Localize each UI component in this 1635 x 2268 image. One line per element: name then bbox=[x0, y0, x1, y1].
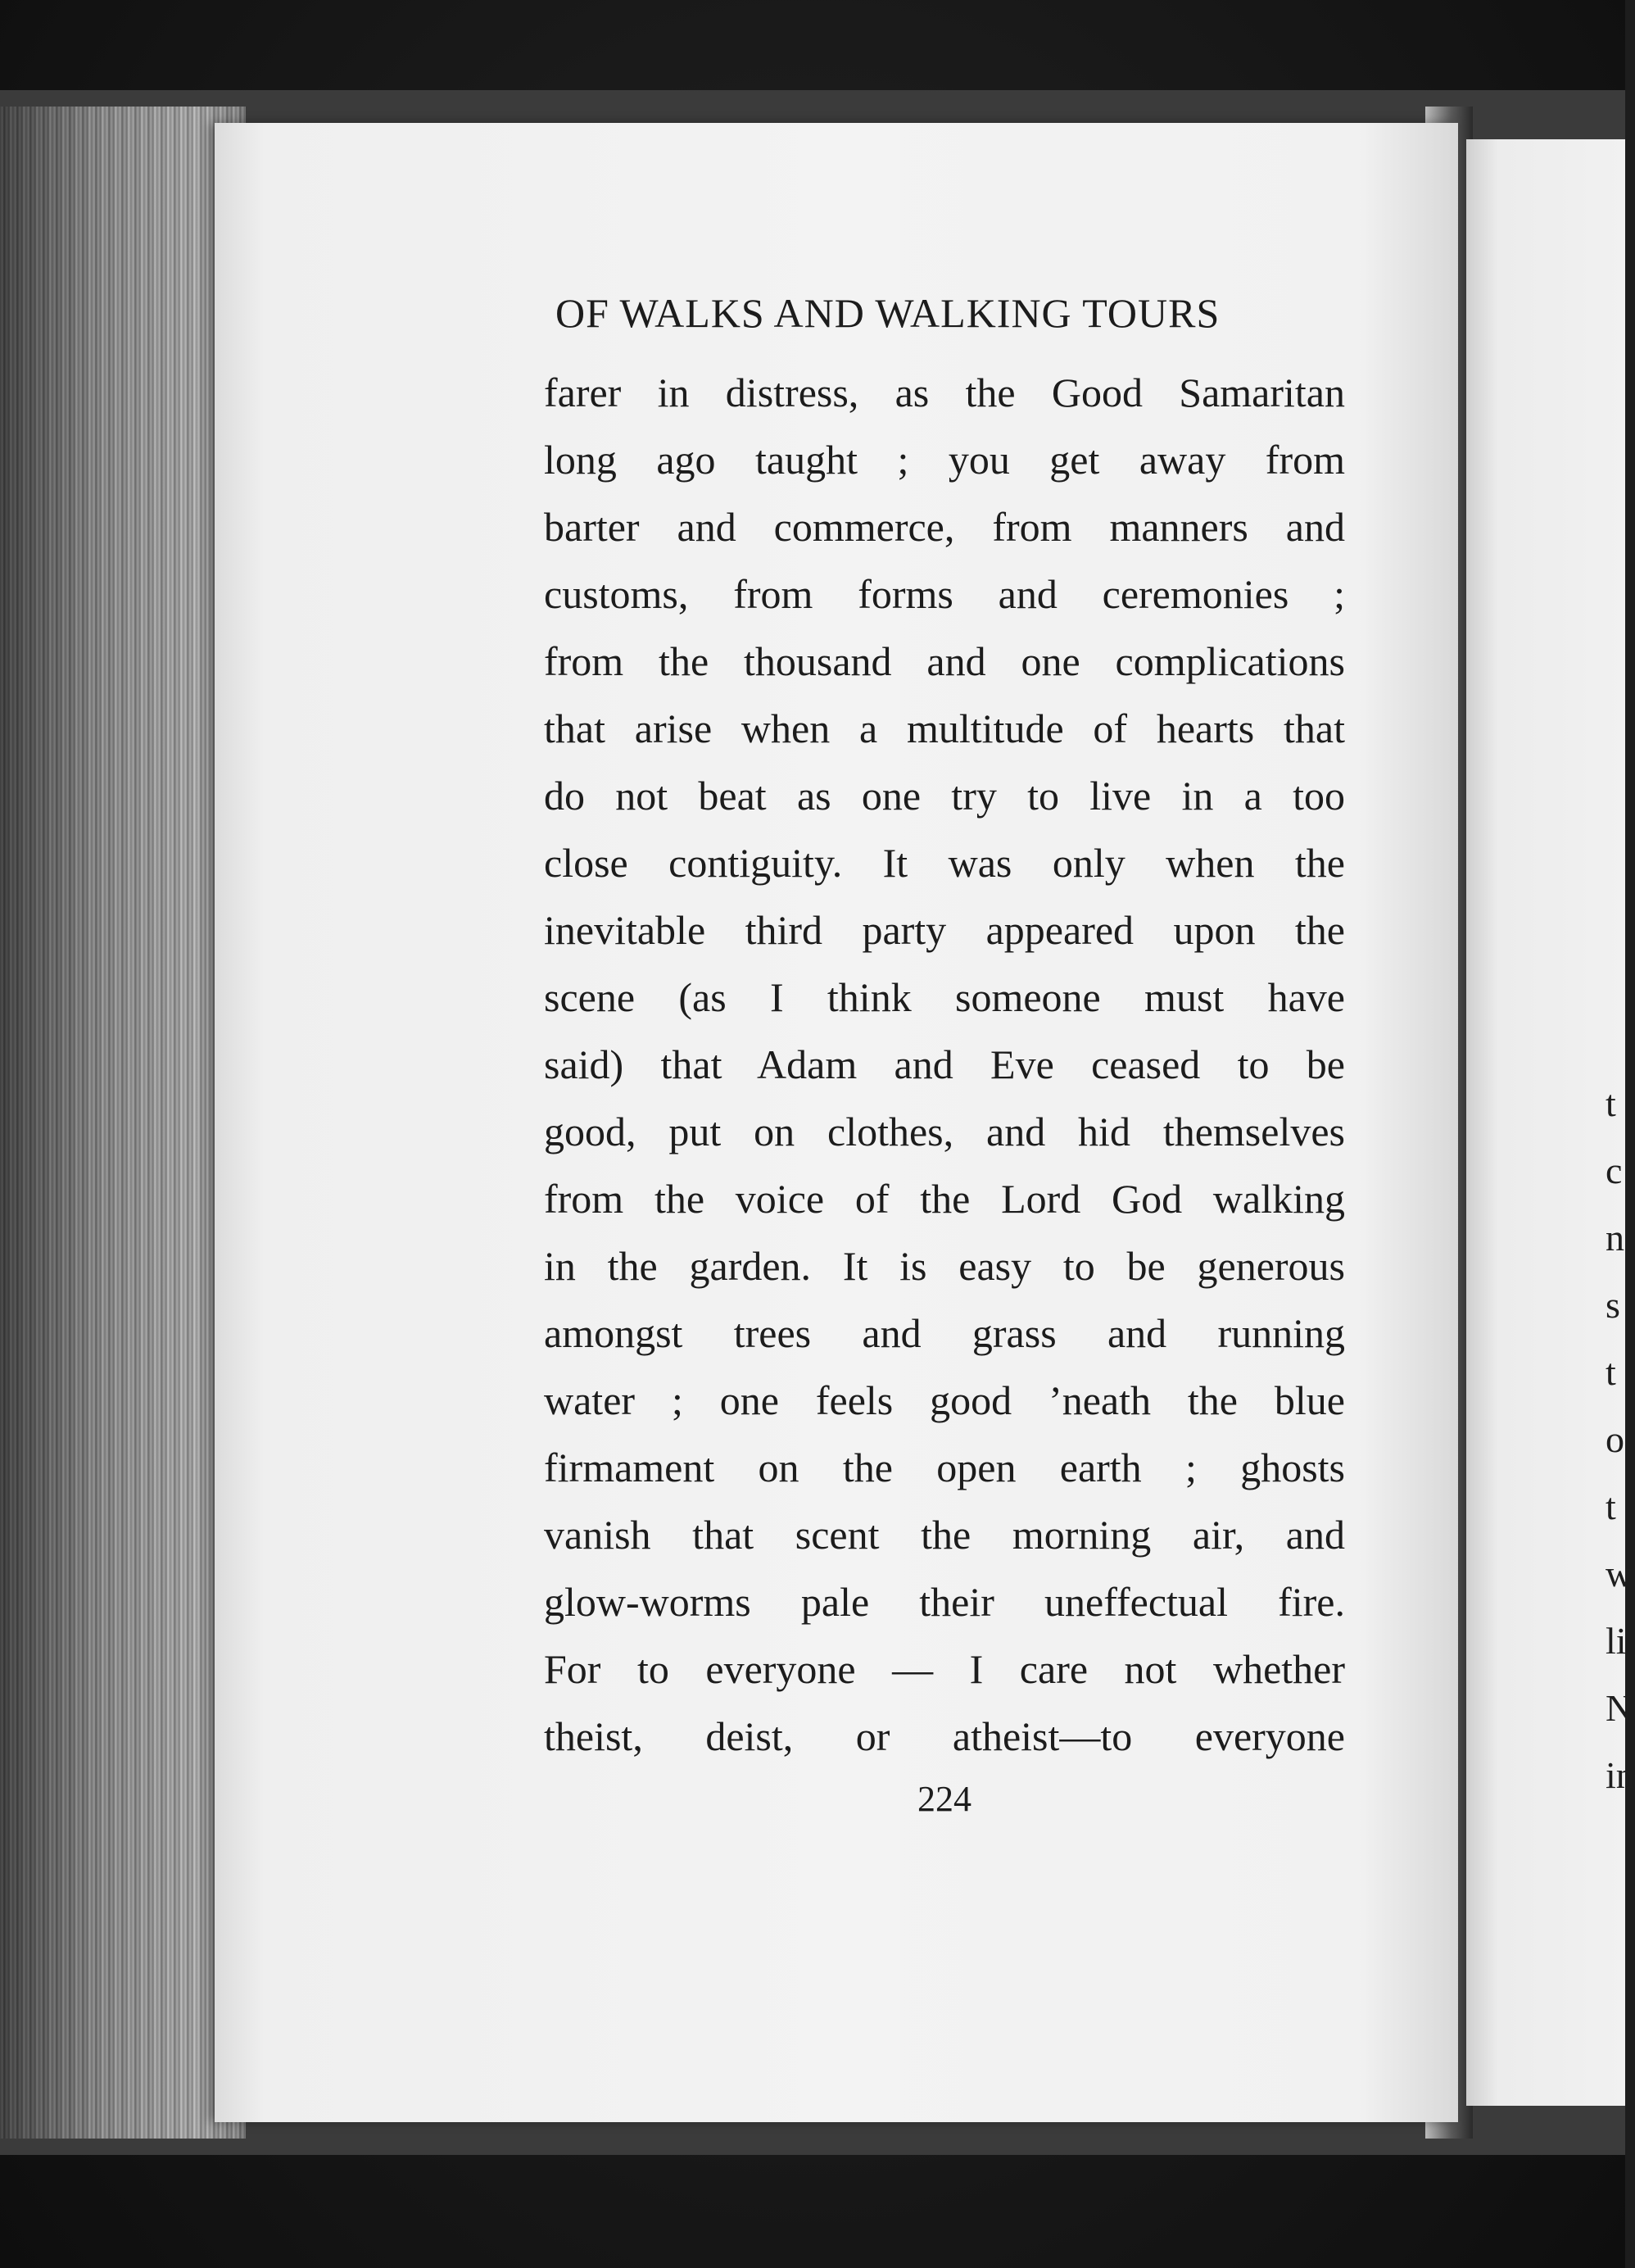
page-text bbox=[544, 288, 1347, 1824]
fragment-lower: li bbox=[1606, 1620, 1627, 1662]
text-line: from the voice of the Lord God walking bbox=[544, 1176, 1345, 1222]
text-line: scene (as I think someone must have bbox=[544, 974, 1345, 1020]
text-line: farer in distress, as the Good Samaritan bbox=[544, 370, 1345, 415]
text-line: do not beat as one try to live in a too bbox=[544, 773, 1345, 819]
fragment-lower: s bbox=[1606, 1284, 1620, 1326]
text-line: from the thousand and one complications bbox=[544, 638, 1345, 684]
fragment-upper bbox=[1606, 519, 1625, 587]
fragment-upper bbox=[1606, 587, 1625, 654]
facing-page bbox=[1466, 139, 1635, 2106]
page-edges bbox=[0, 107, 246, 2139]
fragment-upper bbox=[1606, 855, 1625, 923]
fragment-lower: in bbox=[1606, 1754, 1635, 1796]
page-number: 224 bbox=[917, 1779, 971, 1819]
fragment-upper bbox=[1606, 654, 1625, 721]
body-text bbox=[544, 359, 1347, 1770]
text-line: inevitable third party appeared upon the bbox=[544, 907, 1345, 953]
paragraph-gap bbox=[1606, 923, 1625, 1070]
text-line: that arise when a multitude of hearts that bbox=[544, 705, 1345, 751]
fragment-lower: w bbox=[1606, 1553, 1633, 1594]
fragment-lower: t bbox=[1606, 1351, 1616, 1393]
fragment-upper bbox=[1606, 452, 1625, 519]
text-line: glow-worms pale their uneffectual fire. bbox=[544, 1579, 1345, 1625]
fragment-lower: n bbox=[1606, 1217, 1624, 1259]
text-line: theist, deist, or atheist—to everyone bbox=[544, 1713, 1345, 1759]
text-line: long ago taught ; you get away from bbox=[544, 437, 1345, 483]
fragment-upper bbox=[1606, 788, 1625, 855]
text-line: close contiguity. It was only when the bbox=[544, 840, 1345, 886]
text-line: barter and commerce, from manners and bbox=[544, 504, 1345, 550]
running-head: OF WALKS AND WALKING TOURS bbox=[555, 290, 1221, 336]
text-line: amongst trees and grass and running bbox=[544, 1310, 1345, 1356]
text-line: said) that Adam and Eve ceased to be bbox=[544, 1041, 1345, 1087]
fragment-lower: N bbox=[1606, 1687, 1633, 1729]
text-line: vanish that scent the morning air, and bbox=[544, 1512, 1345, 1558]
text-line: good, put on clothes, and hid themselves bbox=[544, 1109, 1345, 1154]
facing-page-text-fragments bbox=[1606, 385, 1635, 1809]
fragment-upper bbox=[1606, 385, 1625, 452]
text-line: in the garden. It is easy to be generous bbox=[544, 1243, 1345, 1289]
fragment-lower: t bbox=[1606, 1486, 1616, 1527]
fragment-lower: c bbox=[1606, 1150, 1623, 1191]
fragment-lower: t bbox=[1606, 1082, 1616, 1124]
fragment-lower: o bbox=[1606, 1418, 1624, 1460]
text-line: water ; one feels good ’neath the blue bbox=[544, 1377, 1345, 1423]
text-line: firmament on the open earth ; ghosts bbox=[544, 1445, 1345, 1490]
text-line: customs, from forms and ceremonies ; bbox=[544, 571, 1345, 617]
fragment-upper bbox=[1606, 721, 1625, 788]
text-line: For to everyone — I care not whether bbox=[544, 1646, 1345, 1692]
